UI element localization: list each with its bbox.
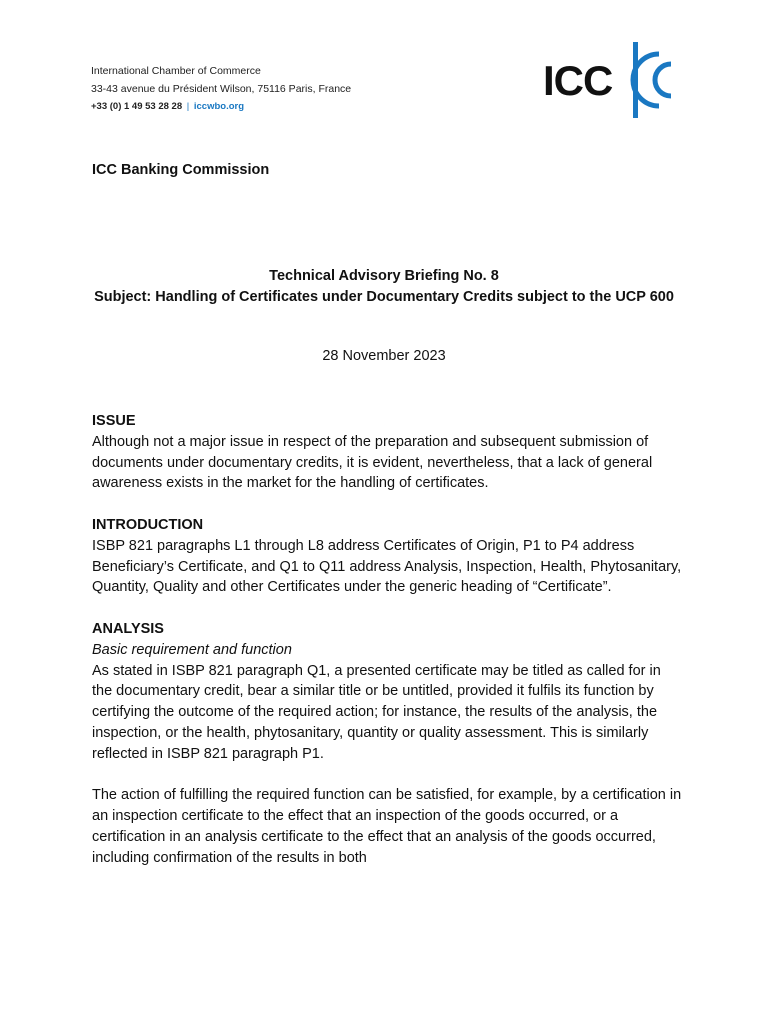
document-body [92,411,682,869]
introduction-heading: INTRODUCTION [92,516,204,533]
contact-separator: | [186,101,190,112]
introduction-paragraph: ISBP 821 paragraphs L1 through L8 address Certificates of Origin, P1 to P4 address Beneficiary’s Certificate, and Q1 to Q11 address Analysis, Inspection, Health, Phytosanitary, Quantity, Quality and other Certificates under the generic heading of “Certificate”. [92,537,682,596]
analysis-subheading [92,640,682,661]
briefing-number: Technical Advisory Briefing No. 8 [269,268,499,284]
org-address: 33-43 avenue du Président Wilson, 75116 Paris, France [91,83,352,95]
icc-logo [543,40,678,120]
letterhead [91,62,351,116]
logo-wordmark: ICC [543,57,613,104]
analysis-heading: ANALYSIS [92,620,164,637]
website-link[interactable]: iccwbo.org [193,101,245,112]
issue-heading: ISSUE [92,413,136,429]
analysis-paragraph-2: The action of fulfilling the required function can be satisfied, for example, by a certification in an inspection certificate to the effect that an inspection of the goods occurred, or a certification in an analysis certificate to the effect that an analysis of the goods occurred, including confirmation of the results in both [92,787,682,866]
document-title [92,266,676,308]
logo-arcs-icon [629,40,679,120]
issue-paragraph: Although not a major issue in respect of the preparation and subsequent submission of documents under documentary credits, it is evident, nevertheless, that a lack of general awareness exists in the market for the handling of certificates. [92,433,653,492]
contact-line [91,98,351,116]
org-name: International Chamber of Commerce [91,65,261,77]
commission-name: ICC Banking Commission [92,162,270,178]
document-date: 28 November 2023 [322,348,446,364]
analysis-paragraph-1: As stated in ISBP 821 paragraph Q1, a presented certificate may be titled as called for in the documentary credit, bear a similar title or be untitled, provided it fulfils its function by certifying the outcome of the required action; for instance, the results of the analysis, the inspection, or the health, phytosanitary, quantity or quality assessment. This is similarly reflected in ISBP 821 paragraph P1. [92,662,661,762]
subject-line: Subject: Handling of Certificates under Documentary Credits subject to the UCP 600 [94,289,674,305]
phone-number: +33 (0) 1 49 53 28 28 [91,101,183,112]
analysis-subheading-text: Basic requirement and function [92,641,292,658]
